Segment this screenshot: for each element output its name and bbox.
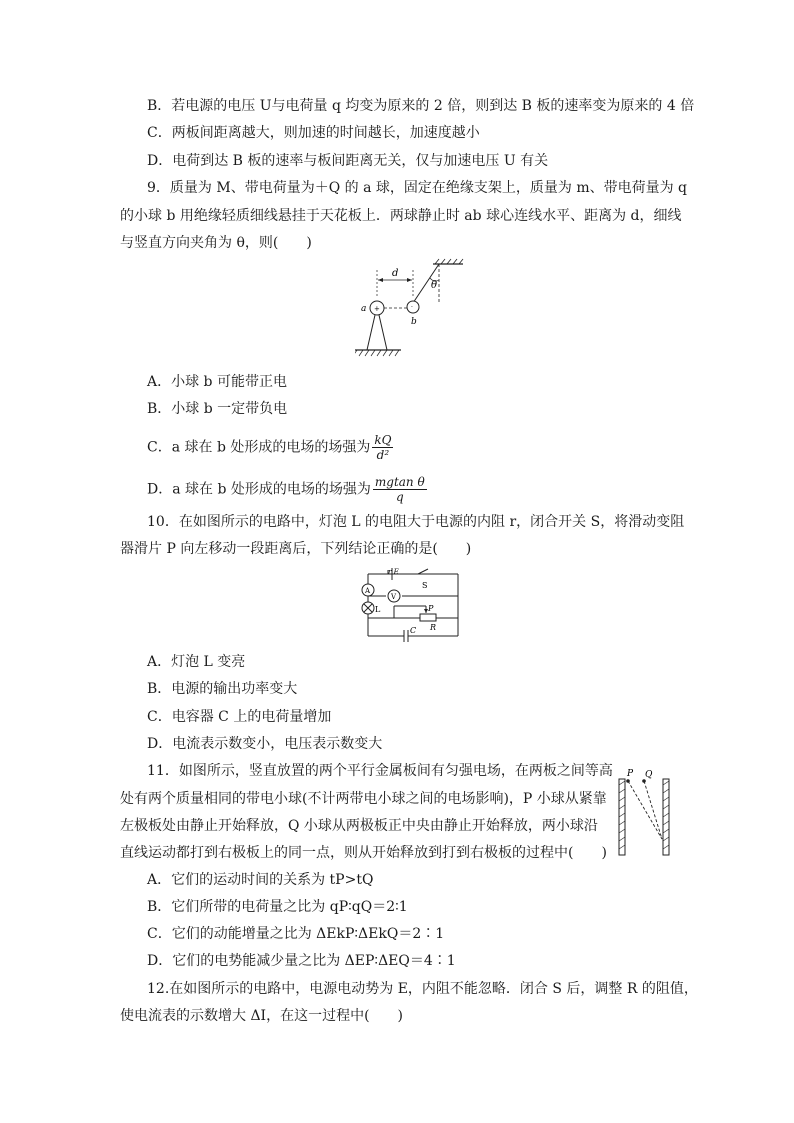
q11-stem-line4: 直线运动都打到右极板上的同一点，则从开始释放到打到右极板的过程中( ) xyxy=(120,845,607,861)
q11-option-c: C．它们的动能增量之比为 ΔEkP∶ΔEkQ＝2∶1 xyxy=(147,926,445,942)
q10-stem-line1: 10．在如图所示的电路中，灯泡 L 的电阻大于电源的内阻 r，闭合开关 S，将滑动变阻 xyxy=(147,514,685,530)
svg-text:·: · xyxy=(411,304,413,311)
voltmeter-v-label: V xyxy=(391,593,397,601)
q11-stem-line1: 11．如图所示，竖直放置的两个平行金属板间有匀强电场，在两板之间等高 xyxy=(147,763,613,779)
q8-option-b: B．若电源的电压 U与电荷量 q 均变为原来的 2 倍，则到达 B 板的速率变为原来的 4 倍 xyxy=(147,98,695,114)
ammeter-a-label: A xyxy=(365,587,371,595)
resistor-r-label: R xyxy=(430,623,437,632)
switch-s-label: S xyxy=(422,581,428,590)
theta-label: θ xyxy=(431,280,438,291)
lamp-l-label: L xyxy=(375,605,381,614)
fraction-numerator: kQ xyxy=(374,433,392,447)
fraction-denominator: q xyxy=(395,490,404,504)
rE-label: r E xyxy=(388,568,399,576)
q9-option-d-fraction xyxy=(373,475,427,504)
q10-option-b: B．电源的输出功率变大 xyxy=(147,681,298,697)
ball-p-label: P xyxy=(627,769,634,779)
q8-option-d: D．电荷到达 B 板的速率与板间距离无关，仅与加速电压 U 有关 xyxy=(147,153,549,169)
q12-stem-line2: 使电流表的示数增大 ΔI，在这一过程中( ) xyxy=(120,1008,404,1024)
q9-figure xyxy=(355,258,470,360)
q11-stem-line2: 处有两个质量相同的带电小球(不计两带电小球之间的电场影响)，P 小球从紧靠 xyxy=(120,791,607,807)
q9-stem-line1: 9．质量为 M、带电荷量为＋Q 的 a 球，固定在绝缘支架上，质量为 m、带电荷量为 q xyxy=(147,180,688,196)
q12-stem-line1: 12.在如图所示的电路中，电源电动势为 E，内阻不能忽略．闭合 S 后，调整 R 的阻值， xyxy=(147,981,698,997)
q9-option-d-text: D．a 球在 b 处形成的电场的场强为 xyxy=(147,481,371,498)
q11-option-d: D．它们的电势能减少量之比为 ΔEP∶ΔEQ＝4∶1 xyxy=(147,953,456,969)
q9-stem-line3: 与竖直方向夹角为 θ，则( ) xyxy=(120,235,312,251)
q9-option-c xyxy=(147,433,393,462)
q11-figure xyxy=(616,767,674,857)
ball-q-label: Q xyxy=(645,770,653,780)
slider-p-label: P xyxy=(428,604,434,613)
q9-option-b: B．小球 b 一定带负电 xyxy=(147,401,288,417)
capacitor-c-label: C xyxy=(410,626,417,635)
q9-option-c-text: C．a 球在 b 处形成的电场的场强为 xyxy=(147,439,371,456)
q11-option-a: A．它们的运动时间的关系为 tP>tQ xyxy=(147,872,374,888)
q10-option-a: A．灯泡 L 变亮 xyxy=(147,654,246,670)
q9-stem-line2: 的小球 b 用绝缘轻质细线悬挂于天花板上．两球静止时 ab 球心连线水平、距离为 d，细线 xyxy=(120,208,682,224)
q9-option-d xyxy=(147,475,427,504)
distance-d-label: d xyxy=(392,268,399,279)
q10-option-d: D．电流表示数变小，电压表示数变大 xyxy=(147,736,383,752)
q9-option-c-fraction xyxy=(372,433,393,462)
fraction-denominator: d² xyxy=(376,448,390,462)
q10-stem-line2: 器滑片 P 向左移动一段距离后，下列结论正确的是( ) xyxy=(120,541,472,557)
q11-stem-line3: 左极板处由静止开始释放，Q 小球从两极板正中央由静止开始释放，两小球沿 xyxy=(120,818,598,834)
ball-a-label: a xyxy=(361,304,367,314)
ball-b-label: b xyxy=(411,317,417,327)
q8-option-c: C．两板间距离越大，则加速的时间越长，加速度越小 xyxy=(147,125,480,141)
q9-option-a: A．小球 b 可能带正电 xyxy=(147,374,287,390)
svg-text:+: + xyxy=(374,305,380,313)
q10-circuit-figure xyxy=(358,566,463,644)
q10-option-c: C．电容器 C 上的电荷量增加 xyxy=(147,709,332,725)
q11-option-b: B．它们所带的电荷量之比为 qP∶qQ＝2∶1 xyxy=(147,899,408,915)
fraction-numerator: mgtan θ xyxy=(374,475,425,489)
